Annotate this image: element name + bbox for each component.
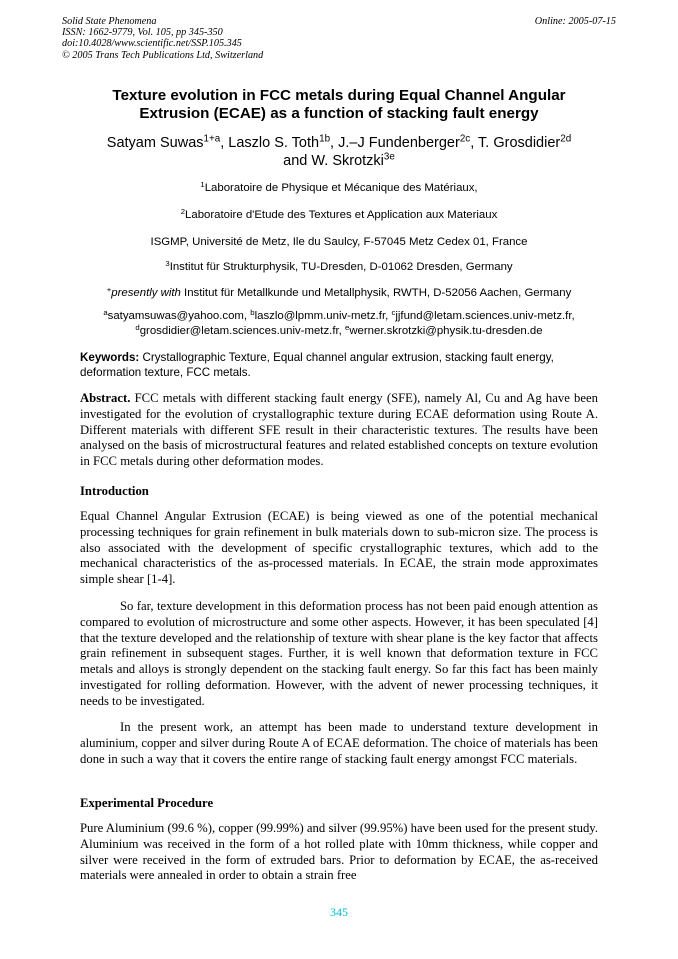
email-link[interactable]: grosdidier@letam.sciences.univ-metz.fr, [139, 324, 345, 337]
email-link[interactable]: laszlo@lpmm.univ-metz.fr, [254, 310, 392, 322]
intro-paragraph-3: In the present work, an attempt has been made to understand texture development in aluminium, copper and silver during Route A of ECAE deformation. The choice of materials has been done in such a way that it covers the entire range of stacking fault energy amongst FCC materials. [80, 720, 598, 766]
email-sup: b [250, 307, 255, 317]
abstract-text: FCC metals with different stacking fault energy (SFE), namely Al, Cu and Ag have been investigated for the evolution of crystallographic texture during ECAE deformation using Route A. Different materials with different SFE result in their characteristic textures. The results have been analysed on the basis of microstructural features and related established concepts on texture evolution in FCC metals during other deformation modes. [80, 391, 598, 469]
affiliation-isgmp: ISGMP, Université de Metz, Ile du Saulcy, F-57045 Metz Cedex 01, France [150, 236, 528, 248]
email-sup: a [103, 307, 108, 317]
author-name: , T. Grosdidier [470, 135, 561, 151]
online-date: Online: 2005-07-15 [534, 16, 616, 27]
author-sup: 2d [560, 133, 572, 145]
author-name: , Laszlo S. Toth [220, 135, 320, 151]
heading-experimental: Experimental Procedure [80, 796, 214, 810]
author-sup: 1+a [203, 133, 221, 145]
copyright-line: © 2005 Trans Tech Publications Ltd, Switzerland [62, 49, 264, 61]
aff-sup: 3 [165, 258, 170, 268]
abstract-label: Abstract. [80, 391, 131, 405]
affiliation-1 [62, 181, 616, 195]
author-sup: 1b [319, 133, 331, 145]
author-name: and W. Skrotzki [283, 153, 384, 169]
author-name: Satyam Suwas [106, 135, 204, 151]
author-sup: 2c [459, 133, 471, 145]
email-sup: e [345, 322, 350, 332]
paper-title [62, 87, 616, 122]
page-number: 345 [330, 905, 348, 919]
heading-introduction: Introduction [80, 484, 149, 498]
email-link[interactable]: werner.skrotzki@physik.tu-dresden.de [349, 324, 543, 337]
aff-sup: + [106, 284, 112, 294]
aff-text: Laboratoire de Physique et Mécanique des Matériaux, [204, 182, 478, 194]
email-list [62, 309, 616, 339]
affiliation-2 [62, 208, 616, 222]
email-sup: d [135, 322, 140, 332]
abstract [80, 391, 598, 470]
email-sup: c [391, 307, 396, 317]
keywords [80, 350, 598, 380]
author-list [62, 134, 616, 170]
aff-sup: 2 [180, 206, 186, 216]
keywords-label: Keywords: [80, 351, 140, 364]
aff-text: Institut für Metallkunde und Metallphysik, RWTH, D-52056 Aachen, Germany [180, 287, 572, 299]
intro-paragraph-1: Equal Channel Angular Extrusion (ECAE) is being viewed as one of the potential mechanical processing techniques for grain refinement in bulk materials down to sub-micron size. The process is also associated with the development of specific crystallographic textures, which add to the mechanical characteristics of the as-processed materials. In ECAE, the strain mode approximates simple shear [1-4]. [80, 509, 598, 587]
experimental-paragraph-1: Pure Aluminium (99.6 %), copper (99.99%) and silver (99.95%) have been used for the present study. Aluminium was received in the form of a hot rolled plate with 10mm thickness, while copper and silver were received in the form of extruded bars. Prior to deformation by ECAE, the as-received materials were annealed in order to obtain a strain free [80, 821, 598, 883]
keywords-text: Crystallographic Texture, Equal channel angular extrusion, stacking fault energy, deformation texture, FCC metals. [80, 351, 554, 380]
journal-name: Solid State Phenomena [62, 16, 157, 27]
journal-header [62, 16, 263, 61]
doi-line: doi:10.4028/www.scientific.net/SSP.105.345 [62, 38, 242, 50]
affiliation-3 [62, 260, 616, 274]
author-sup: 3e [383, 151, 395, 163]
affiliation-present [62, 286, 616, 300]
intro-paragraph-2: So far, texture development in this deformation process has not been paid enough attention as compared to evolution of microstructure and some other aspects. However, it has been speculated [4] that the texture developed and the relationship of texture with shear plane is the key factor that affects grain refinement in subsequent stages. Further, it is well known that deformation texture in FCC metals and alloys is strongly dependent on the stacking fault energy. So far this fact has been mainly investigated for rolling deformation. However, with the advent of newer processing techniques, it needs to be investigated. [80, 599, 598, 708]
email-link[interactable]: jjfund@letam.sciences.univ-metz.fr, [395, 310, 575, 322]
author-name: , J.–J Fundenberger [330, 135, 460, 151]
email-link[interactable]: satyamsuwas@yahoo.com, [107, 310, 251, 322]
title-line-2: Extrusion (ECAE) as a function of stacking fault energy [139, 104, 539, 122]
aff-text: Institut für Strukturphysik, TU-Dresden, D-01062 Dresden, Germany [169, 261, 513, 273]
present-label: presently with [111, 287, 181, 299]
aff-text: Laboratoire d'Etude des Textures et Application aux Materiaux [185, 209, 498, 221]
issn-line: ISSN: 1662-9779, Vol. 105, pp 345-350 [62, 27, 223, 39]
title-line-1: Texture evolution in FCC metals during Equal Channel Angular [112, 87, 566, 104]
aff-sup: 1 [200, 179, 205, 189]
